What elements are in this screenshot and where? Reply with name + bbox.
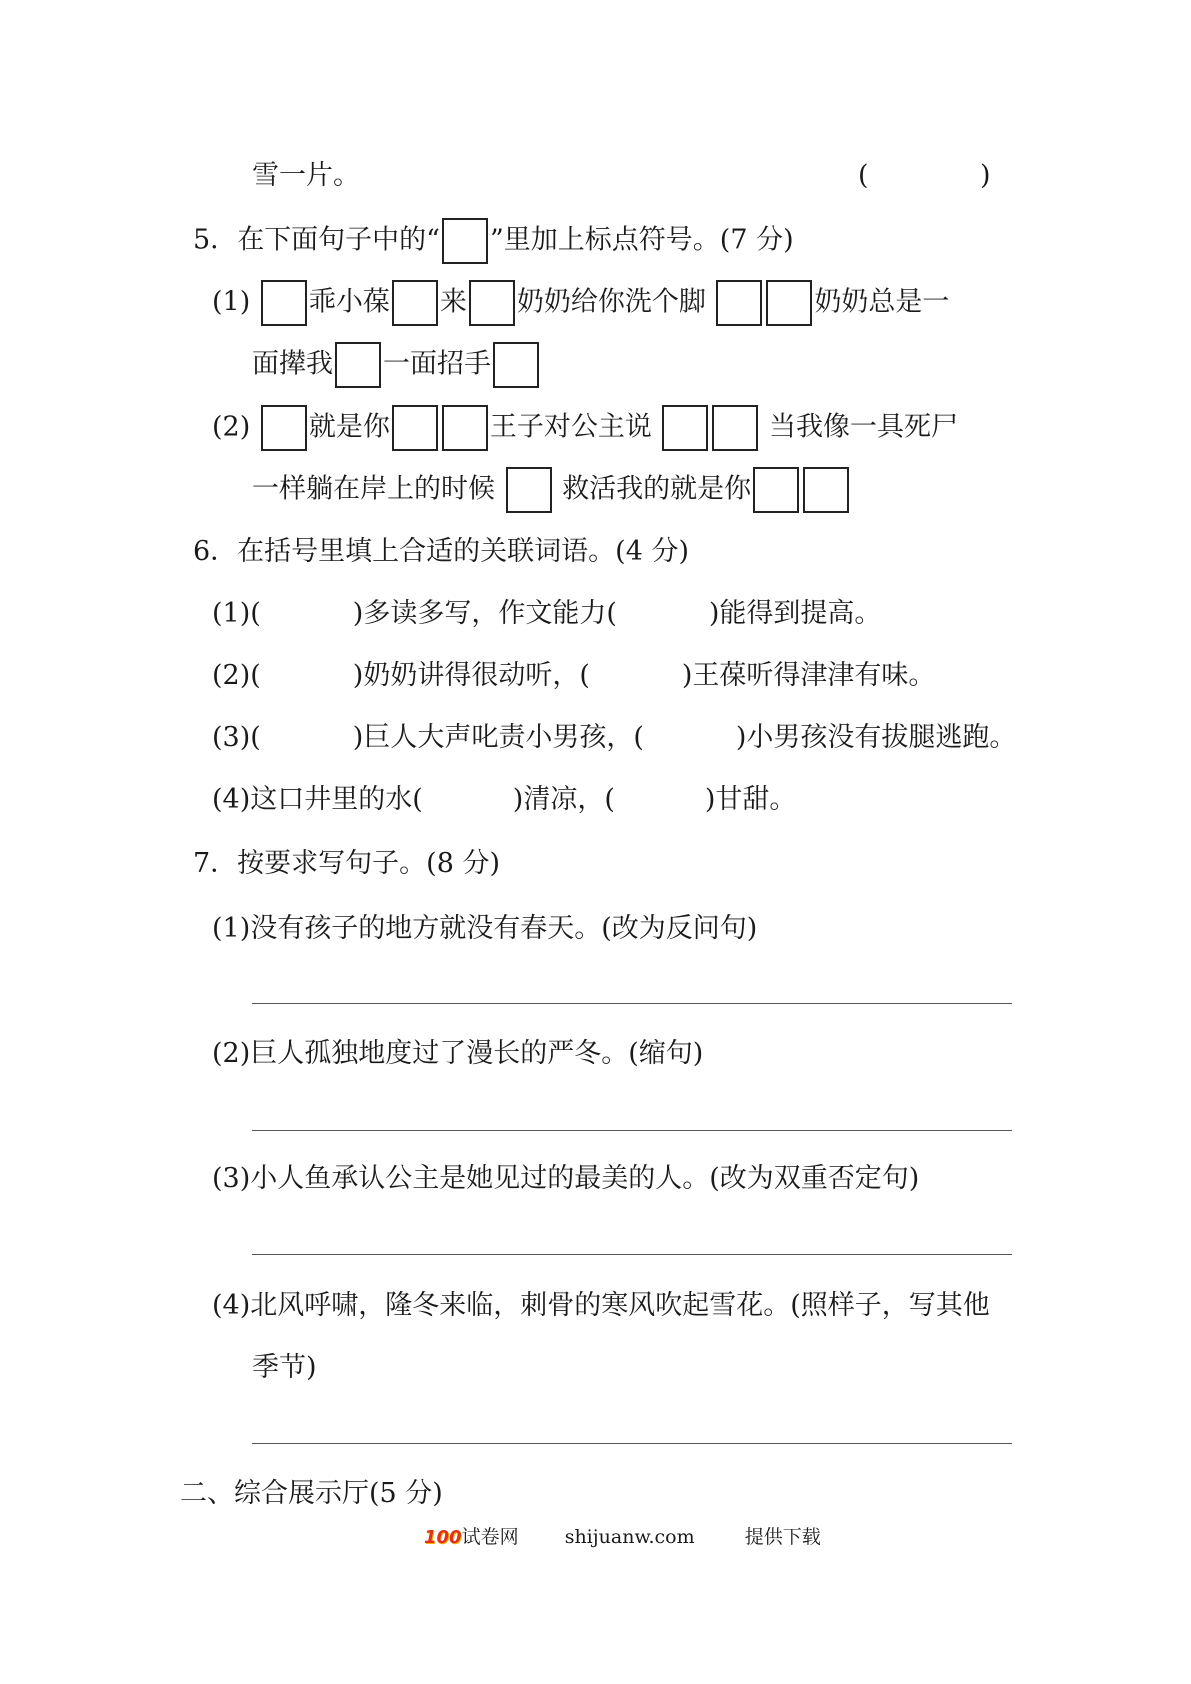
q7-item-2: (2)巨人孤独地度过了漫长的严冬。(缩句)	[212, 1038, 704, 1069]
q5-i1-text: 奶奶给你洗个脚	[516, 286, 706, 318]
q5-i1-text: 乖小葆	[308, 286, 390, 318]
q7-item-1: (1)没有孩子的地方就没有春天。(改为反问句)	[212, 913, 758, 944]
q7-item-4-line-2: 季节)	[252, 1352, 317, 1383]
q5-i2-text: 救活我的就是你	[562, 473, 752, 505]
punctuation-box[interactable]	[803, 467, 849, 513]
q5-item-2-line-2	[252, 467, 851, 513]
punctuation-box[interactable]	[662, 405, 708, 451]
punctuation-box[interactable]	[753, 467, 799, 513]
q4-continuation: 雪一片。	[252, 160, 360, 191]
q6-i2-a: (2)(	[212, 660, 261, 691]
q5-i2-text: 当我像一具死尸	[769, 411, 959, 443]
q5-i2-text: 一样躺在岸上的时候	[252, 473, 495, 505]
q7-item-4-line-1: (4)北风呼啸，隆冬来临，刺骨的寒风吹起雪花。(照样子，写其他	[212, 1290, 990, 1321]
q6-item-2	[212, 656, 935, 696]
q6-i3-a: (3)(	[212, 722, 261, 753]
q5-item-1-line-1	[212, 280, 949, 326]
punctuation-box[interactable]	[392, 280, 438, 326]
q5-item-2-number: (2)	[212, 411, 251, 443]
q6-item-3	[212, 718, 1016, 758]
q6-item-1	[212, 594, 881, 634]
q5-i1-text: 一面招手	[383, 348, 491, 380]
section-2-heading: 二、综合展示厅(5 分)	[180, 1478, 443, 1509]
punctuation-box[interactable]	[493, 342, 539, 388]
q5-i2-text: 王子对公主说	[489, 411, 652, 443]
punctuation-box[interactable]	[712, 405, 758, 451]
q6-i4-a: (4)这口井里的水(	[212, 784, 423, 815]
punctuation-box[interactable]	[335, 342, 381, 388]
punctuation-box[interactable]	[506, 467, 552, 513]
q5-number: 5．	[193, 224, 238, 256]
answer-line-3[interactable]	[252, 1254, 1012, 1255]
q5-i2-text: 就是你	[308, 411, 390, 443]
footer	[424, 1522, 821, 1549]
q6-i4-c: )甘甜。	[704, 784, 797, 815]
question-7-title: 7．按要求写句子。(8 分)	[193, 848, 501, 879]
punctuation-box[interactable]	[261, 280, 307, 326]
q6-item-4	[212, 780, 796, 820]
q6-i1-b: )多读多写，作文能力(	[352, 598, 617, 629]
answer-line-4[interactable]	[252, 1443, 1012, 1444]
q6-i4-b: )清凉，(	[512, 784, 615, 815]
answer-paren-close: )	[980, 160, 991, 191]
q6-i1-a: (1)(	[212, 598, 261, 629]
punctuation-box[interactable]	[392, 405, 438, 451]
answer-paren-open: (	[858, 160, 869, 191]
logo-100: 100	[424, 1527, 462, 1548]
q5-item-1-number: (1)	[212, 286, 251, 318]
q5-text-pre: 在下面句子中的“	[237, 224, 440, 256]
q5-text-post: ”里加上标点符号。(7 分)	[490, 224, 794, 256]
punctuation-box[interactable]	[442, 405, 488, 451]
question-5-title	[193, 218, 794, 264]
q6-i3-c: )小男孩没有拔腿逃跑。	[735, 722, 1017, 753]
q5-item-2-line-1	[212, 405, 958, 451]
site-url[interactable]: shijuanw.com	[564, 1526, 695, 1548]
q5-i1-text: 面撵我	[252, 348, 333, 380]
q5-i1-text: 奶奶总是一	[814, 286, 950, 318]
q6-i3-b: )巨人大声叱责小男孩，(	[352, 722, 644, 753]
logo-text: 试卷网	[461, 1526, 519, 1548]
question-6-title: 6．在括号里填上合适的关联词语。(4 分)	[193, 536, 690, 567]
punctuation-box[interactable]	[261, 405, 307, 451]
punctuation-box[interactable]	[716, 280, 762, 326]
punctuation-box[interactable]	[766, 280, 812, 326]
answer-line-2[interactable]	[252, 1130, 1012, 1131]
punctuation-box[interactable]	[469, 280, 515, 326]
q5-i1-text: 来	[439, 286, 467, 318]
answer-line-1[interactable]	[252, 1003, 1012, 1004]
provide-download: 提供下载	[744, 1526, 821, 1548]
q6-i1-c: )能得到提高。	[708, 598, 882, 629]
punctuation-box[interactable]	[442, 218, 488, 264]
q5-item-1-line-2	[252, 342, 541, 388]
q7-item-3: (3)小人鱼承认公主是她见过的最美的人。(改为双重否定句)	[212, 1163, 920, 1194]
q6-i2-c: )王葆听得津津有味。	[681, 660, 936, 691]
q6-i2-b: )奶奶讲得很动听，(	[352, 660, 590, 691]
